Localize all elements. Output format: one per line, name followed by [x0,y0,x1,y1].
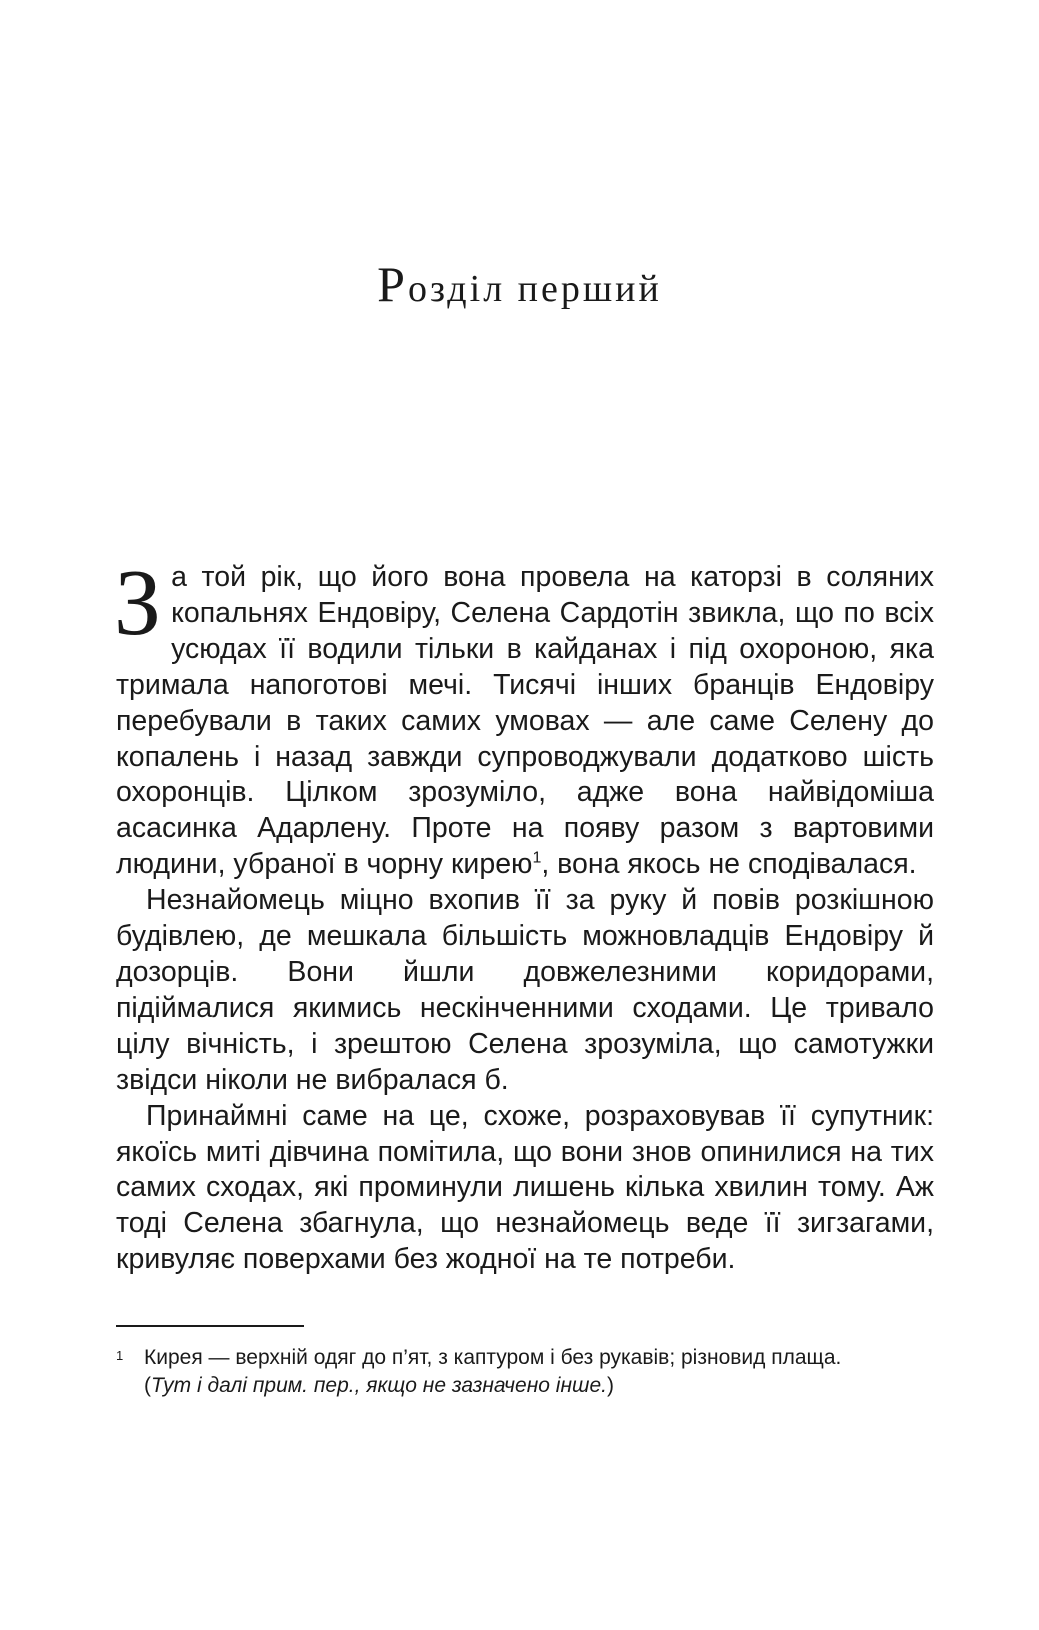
footnote [116,1344,934,1400]
footnote-mark: 1 [116,1348,124,1363]
chapter-title [0,255,1039,313]
paragraph-1-text-b: , вона якось не сподівалася. [541,848,917,881]
paragraph-1-text-a: а той рік, що його вона провела на каторзі в соляних копальнях Ендовіру, Селена Сардотін звикла, що по всіх усюдах її водили тільки в кайданах і під охороною, яка тримала напоготові мечі. Тисячі інших бранців Ендовіру перебували в таких самих умовах — але саме Селену до копалень і назад завжди супроводжували додатково шість охоронців. Цілком зрозуміло, адже вона найвідоміша асасинка Адарлену. Проте на появу разом з вартовими людини, убраної в чорну кирею [116,561,934,881]
footnote-body [116,1344,934,1400]
footnote-reference[interactable]: 1 [532,849,542,867]
footnote-open-paren: ( [144,1374,151,1397]
chapter-title-initial: Р [377,256,408,312]
paragraph-2: Незнайомець міцно вхопив її за руку й повів розкішною будівлею, де мешкала більшість можновладців Ендовіру й дозорців. Вони йшли довжелезними коридорами, підіймалися якимись нескінченними сходами. Це тривало цілу вічність, і зрештою Селена зрозуміла, що самотужки звідси ніколи не вибралася б. [116,884,934,1096]
paragraph-3: Принаймні саме на це, схоже, розраховував її супутник: якоїсь миті дівчина помітила, що вони знов опинилися на тих самих сходах, які проминули лишень кілька хвилин тому. Аж тоді Селена збагнула, що незнайомець веде її зигзагами, кривуляє поверхами без жодної на те потреби. [116,1099,934,1276]
footnote-divider [116,1325,304,1327]
footnote-italic-note: Тут і далі прим. пер., якщо не зазначено інше. [151,1374,607,1397]
paragraph-1 [114,551,934,883]
footnote-text: Кирея — верхній одяг до п’ят, з каптуром і без рукавів; різновид плаща. [144,1346,842,1369]
drop-cap: З [114,551,162,655]
chapter-title-rest: озділ перший [407,268,662,310]
footnote-close-paren: ) [606,1374,614,1397]
body-text [114,551,934,1278]
